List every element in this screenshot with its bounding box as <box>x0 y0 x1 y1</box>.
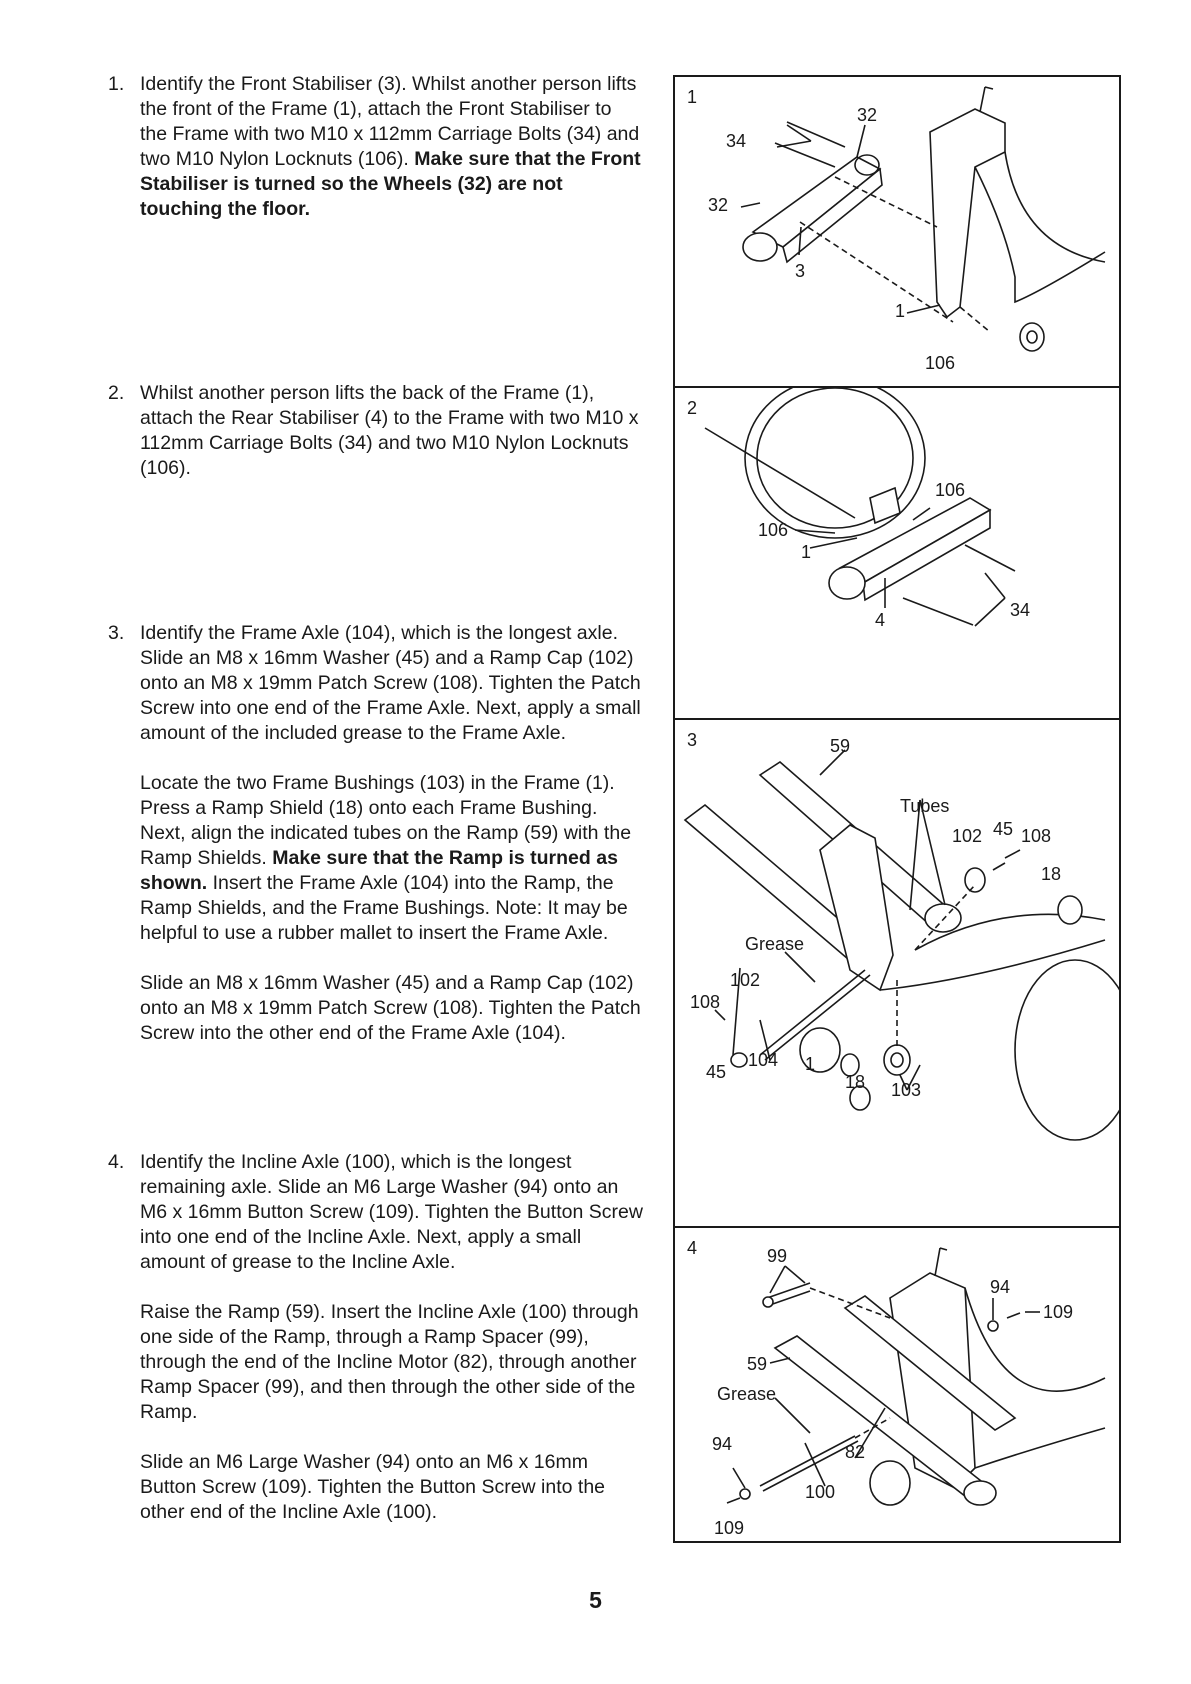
callout-label: 106 <box>758 520 789 540</box>
callout-label: Grease <box>745 934 805 954</box>
step-4 <box>108 1150 643 1525</box>
frame-axle-diagram <box>675 720 1119 1230</box>
callout-label: 109 <box>1043 1302 1074 1322</box>
callout-label: 109 <box>714 1518 745 1538</box>
callout-label: 106 <box>925 353 956 373</box>
callout-label: 32 <box>708 195 729 215</box>
callout-label: 1 <box>805 1054 816 1074</box>
step-number: 1. <box>108 73 125 95</box>
warning-text: Make sure that the Front Stabiliser is turned so the Wheels (32) are not touching the floor. <box>140 148 641 220</box>
rear-stabiliser-diagram <box>675 388 1119 722</box>
callout-label: 59 <box>830 736 851 756</box>
callout-label: 106 <box>935 480 966 500</box>
callout-label: 99 <box>767 1246 788 1266</box>
assembly-figures <box>673 75 1121 1543</box>
front-stabiliser-diagram <box>675 77 1119 388</box>
callout-label: 18 <box>845 1072 866 1092</box>
callout-label: 108 <box>1021 826 1052 846</box>
step-paragraph: Identify the Incline Axle (100), which is the longest remaining axle. Slide an M6 Large Washer (94) onto an M6 x 16mm Button Screw (109). Tighten the Button Screw into one end of the Incline Axle. Next, apply a small amount of grease to the Incline Axle. <box>140 1151 643 1273</box>
step-number: 4. <box>108 1151 125 1173</box>
step-number: 2. <box>108 382 125 404</box>
callout-label: 18 <box>1041 864 1062 884</box>
callout-label: 1 <box>895 301 906 321</box>
step-paragraph: Identify the Frame Axle (104), which is the longest axle. Slide an M8 x 16mm Washer (45) and a Ramp Cap (102) onto an M8 x 19mm Patch Screw (108). Tighten the Patch Screw into one end of the Frame Axle. Next, apply a small amount of the included grease to the Frame Axle. <box>140 622 641 744</box>
figure-panel-3 <box>675 718 1119 1228</box>
step-3 <box>108 621 643 1046</box>
page-number: 5 <box>589 1587 602 1613</box>
callout-label: Tubes <box>900 796 950 816</box>
callout-label: 1 <box>801 542 812 562</box>
callout-label: 45 <box>706 1062 727 1082</box>
figure-panel-1 <box>675 77 1119 388</box>
step-2 <box>108 381 643 481</box>
callout-label: 94 <box>990 1277 1011 1297</box>
callout-label: 94 <box>712 1434 733 1454</box>
step-paragraph: Raise the Ramp (59). Insert the Incline Axle (100) through one side of the Ramp, through a Ramp Spacer (99), through the end of the Incline Motor (82), through another Ramp Spacer (99), and then through the other side of the Ramp. <box>140 1301 639 1423</box>
callout-label: 103 <box>891 1080 922 1100</box>
callout-label: 102 <box>730 970 761 990</box>
panel-number: 4 <box>687 1238 698 1258</box>
callout-label: 108 <box>690 992 721 1012</box>
step-paragraph: Identify the Front Stabiliser (3). Whilst another person lifts the front of the Frame (1), attach the Front Stabiliser to the Frame with two M10 x 112mm Carriage Bolts (34) and two M10 Nylon Locknuts (106). Make sure that the Front Stabiliser is turned so the Wheels (32) are not touching the floor. <box>140 73 641 220</box>
figure-panel-4 <box>675 1226 1119 1543</box>
callout-label: 82 <box>845 1442 866 1462</box>
callout-label: 45 <box>993 819 1014 839</box>
callout-label: 59 <box>747 1354 768 1374</box>
panel-number: 1 <box>687 87 698 107</box>
callout-label: 100 <box>805 1482 836 1502</box>
step-number: 3. <box>108 622 125 644</box>
step-paragraph: Whilst another person lifts the back of the Frame (1), attach the Rear Stabiliser (4) to the Frame with two M10 x 112mm Carriage Bolts (34) and two M10 Nylon Locknuts (106). <box>140 382 639 479</box>
warning-text: Make sure that the Ramp is turned as shown. <box>140 847 618 894</box>
panel-number: 2 <box>687 398 698 418</box>
callout-label: Grease <box>717 1384 777 1404</box>
callout-label: 34 <box>1010 600 1031 620</box>
step-paragraph: Slide an M8 x 16mm Washer (45) and a Ramp Cap (102) onto an M8 x 19mm Patch Screw (108). Tighten the Patch Screw into the other end of the Frame Axle (104). <box>140 972 641 1044</box>
callout-label: 34 <box>726 131 747 151</box>
callout-label: 32 <box>857 105 878 125</box>
callout-label: 102 <box>952 826 983 846</box>
panel-number: 3 <box>687 730 698 750</box>
incline-axle-diagram <box>675 1228 1119 1545</box>
callout-label: 4 <box>875 610 886 630</box>
callout-label: 3 <box>795 261 806 281</box>
callout-label: 104 <box>748 1050 779 1070</box>
step-paragraph: Locate the two Frame Bushings (103) in the Frame (1). Press a Ramp Shield (18) onto each Frame Bushing. Next, align the indicated tubes on the Ramp (59) with the Ramp Shields. Make sure that the Ramp is turned as shown. Insert the Frame Axle (104) into the Ramp, the Ramp Shields, and the Frame Bushings. Note: It may be helpful to use a rubber mallet to insert the Frame Axle. <box>140 772 632 944</box>
figure-panel-2 <box>675 386 1119 720</box>
step-paragraph: Slide an M6 Large Washer (94) onto an M6 x 16mm Button Screw (109). Tighten the Button Screw into the other end of the Incline Axle (100). <box>140 1451 606 1523</box>
step-1 <box>108 72 643 222</box>
